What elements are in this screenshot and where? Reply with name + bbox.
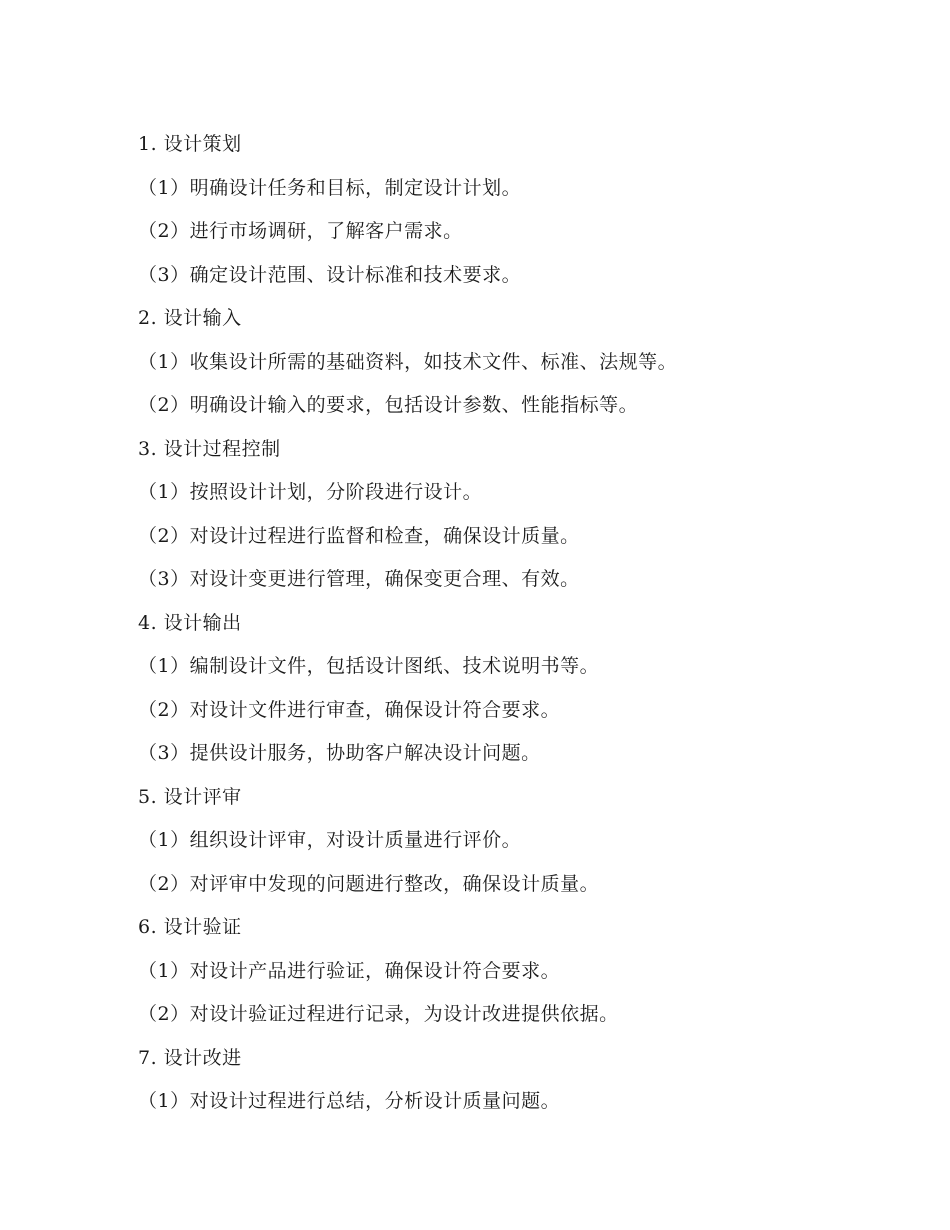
list-item: （1）明确设计任务和目标，制定设计计划。 [138, 176, 522, 199]
section-heading: 7. 设计改进 [138, 1046, 242, 1069]
list-item: （2）对设计文件进行审查，确保设计符合要求。 [138, 698, 561, 721]
list-item: （3）确定设计范围、设计标准和技术要求。 [138, 263, 522, 286]
list-item: （2）进行市场调研，了解客户需求。 [138, 220, 463, 242]
list-item: （1）对设计产品进行验证，确保设计符合要求。 [138, 959, 561, 982]
section-heading: 3. 设计过程控制 [138, 437, 281, 460]
list-item: （3）对设计变更进行管理，确保变更合理、有效。 [138, 568, 580, 590]
list-item: （2）明确设计输入的要求，包括设计参数、性能指标等。 [138, 394, 639, 416]
list-item: （1）按照设计计划，分阶段进行设计。 [138, 481, 483, 503]
document-body [138, 126, 858, 1127]
section-heading: 4. 设计输出 [138, 611, 242, 634]
list-item: （1）组织设计评审，对设计质量进行评价。 [138, 829, 522, 851]
section-heading: 1. 设计策划 [138, 133, 242, 155]
list-item: （1）收集设计所需的基础资料，如技术文件、标准、法规等。 [138, 350, 678, 373]
list-item: （3）提供设计服务，协助客户解决设计问题。 [138, 742, 541, 764]
list-item: （2）对设计过程进行监督和检查，确保设计质量。 [138, 524, 580, 547]
list-item: （1）对设计过程进行总结，分析设计质量问题。 [138, 1090, 561, 1112]
list-item: （2）对评审中发现的问题进行整改，确保设计质量。 [138, 872, 600, 895]
section-heading: 2. 设计输入 [138, 307, 242, 329]
list-item: （1）编制设计文件，包括设计图纸、技术说明书等。 [138, 655, 600, 677]
list-item: （2）对设计验证过程进行记录，为设计改进提供依据。 [138, 1003, 619, 1025]
section-heading: 5. 设计评审 [138, 785, 242, 808]
section-heading: 6. 设计验证 [138, 916, 242, 938]
